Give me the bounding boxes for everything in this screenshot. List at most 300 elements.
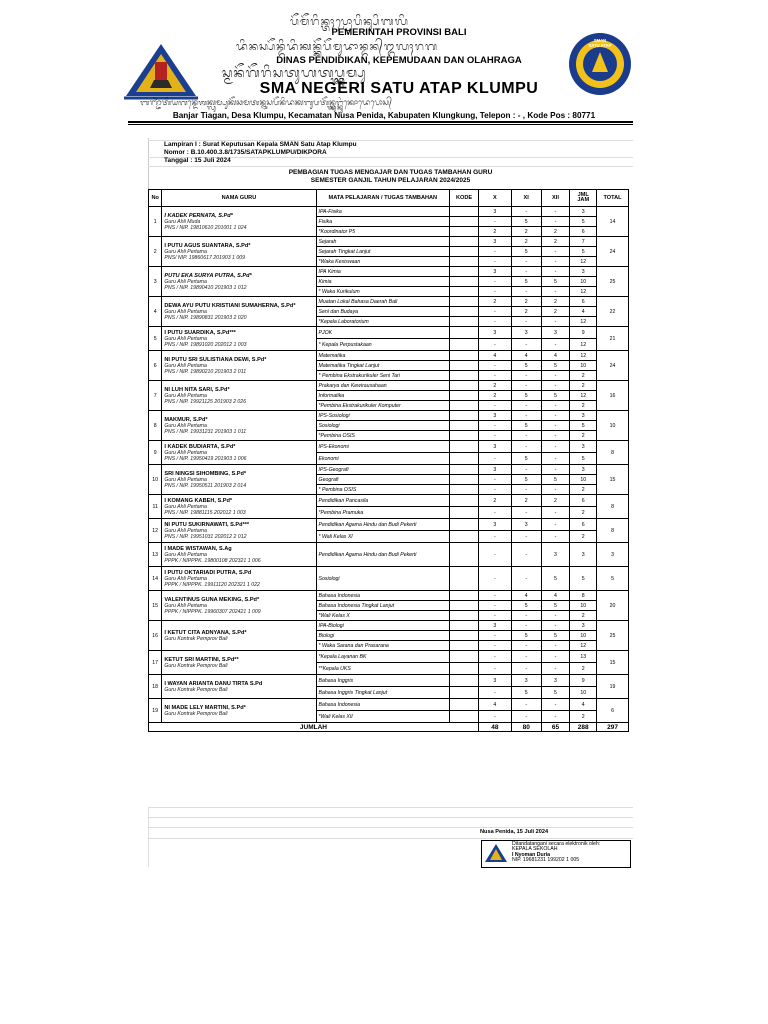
kode (450, 507, 479, 519)
col-total: TOTAL (597, 190, 629, 207)
hours-xi: - (511, 267, 541, 277)
document-title: PEMBAGIAN TUGAS MENGAJAR DAN TUGAS TAMBAHAN GURU (288, 169, 493, 176)
teacher-rank: Guru Ahli Pertama (164, 422, 207, 429)
table-row (149, 465, 629, 475)
kode (450, 495, 479, 507)
grid-line (148, 166, 633, 167)
hours-x: - (478, 641, 511, 651)
hours-xi: - (511, 621, 541, 631)
hours-xi: 2 (511, 297, 541, 307)
teacher-name: DEWA AYU PUTU KRISTIANI SUMAHERNA, S.Pd* (164, 302, 296, 309)
total-xii: 65 (541, 723, 570, 732)
kode (450, 237, 479, 247)
hours-jml: 6 (570, 227, 597, 237)
signature-line-1: Ditandatangani secara elektronik oleh: (512, 841, 601, 847)
letterhead-rule (128, 121, 633, 123)
hours-xii: - (541, 431, 570, 441)
teacher-name: NI MADE LELY MARTINI, S.Pd* (164, 704, 246, 711)
kode (450, 675, 479, 687)
hours-x: 3 (478, 675, 511, 687)
hours-xi: 5 (511, 361, 541, 371)
teacher-no: 2 (149, 237, 162, 267)
hours-xi: - (511, 663, 541, 675)
hours-xii: - (541, 531, 570, 543)
table-row (149, 237, 629, 247)
school-logo (568, 32, 632, 96)
teacher-nip: PPPK / NIPPPK. 19911120 202321 1 022 (164, 581, 260, 588)
hours-x: - (478, 601, 511, 611)
subject: Pendidikan Agama Hindu dan Budi Pekerti (316, 543, 450, 567)
teacher-cell (162, 441, 316, 465)
teacher-nip: PNS / NIP. 19890210 201903 2 011 (164, 368, 247, 375)
balinese-script-line-3: ᬲ᭄ᬫᬦᭂᬕᭂᬭᬶᬲᬢᬸᬳᬢᬧ᭄ᬓ᭄ᬮᬸᬫ᭄ᬧᬸ (222, 66, 367, 81)
hours-jml: 10 (570, 361, 597, 371)
kode (450, 465, 479, 475)
hours-xi: 5 (511, 217, 541, 227)
teacher-total: 16 (597, 381, 629, 411)
subject: Geografi (316, 475, 450, 485)
teacher-cell (162, 567, 316, 591)
kode (450, 699, 479, 711)
hours-x: - (478, 453, 511, 465)
subject: Bahasa Inggris (316, 675, 450, 687)
subject: PJOK (316, 327, 450, 339)
subject: *Wali Kelas X (316, 611, 450, 621)
hours-xi: - (511, 431, 541, 441)
hours-x: - (478, 687, 511, 699)
hours-x: - (478, 543, 511, 567)
hours-xi: 5 (511, 475, 541, 485)
signature-date: Nusa Penida, 15 Juli 2024 (480, 829, 549, 835)
hours-xi: - (511, 485, 541, 495)
subject: *Kepala Laboratorium (316, 317, 450, 327)
hours-xii: - (541, 711, 570, 723)
subject: * Waka Sarana dan Prasarana (316, 641, 450, 651)
hours-xii: 2 (541, 297, 570, 307)
teacher-no: 7 (149, 381, 162, 411)
subject: Biologi (316, 631, 450, 641)
hours-xii: - (541, 421, 570, 431)
hours-xi: - (511, 543, 541, 567)
kode (450, 297, 479, 307)
teacher-no: 8 (149, 411, 162, 441)
kode (450, 567, 479, 591)
teacher-nip: PPPK / NIPPPK. 19960307 202421 1 009 (164, 608, 261, 615)
hours-xii: 5 (541, 567, 570, 591)
hours-x: - (478, 317, 511, 327)
kode (450, 391, 479, 401)
hours-jml: 7 (570, 237, 597, 247)
hours-x: 3 (478, 327, 511, 339)
kode (450, 519, 479, 531)
hours-jml: 2 (570, 485, 597, 495)
hours-xii: 5 (541, 631, 570, 641)
kode (450, 381, 479, 391)
teacher-total: 21 (597, 327, 629, 351)
hours-xi: - (511, 317, 541, 327)
kode (450, 711, 479, 723)
subject: *Pembina OSIS (316, 431, 450, 441)
hours-jml: 9 (570, 675, 597, 687)
hours-xi: 5 (511, 687, 541, 699)
teacher-total: 20 (597, 591, 629, 621)
grid-line (148, 807, 633, 808)
hours-xi: 5 (511, 247, 541, 257)
kode (450, 327, 479, 339)
teacher-total: 15 (597, 651, 629, 675)
teacher-cell (162, 267, 316, 297)
hours-xii: - (541, 641, 570, 651)
table-body (149, 207, 629, 723)
subject: * Pembina OSIS (316, 485, 450, 495)
hours-x: - (478, 371, 511, 381)
teacher-name: NI LUH NITA SARI, S.Pd* (164, 386, 230, 393)
col-kode: KODE (450, 190, 479, 207)
total-x: 48 (478, 723, 511, 732)
teacher-cell (162, 651, 316, 675)
table-row (149, 543, 629, 567)
hours-jml: 5 (570, 453, 597, 465)
teacher-no: 16 (149, 621, 162, 651)
table-row (149, 297, 629, 307)
letterhead-line-2: DINAS PENDIDIKAN, KEPEMUDAAN DAN OLAHRAGA (276, 55, 522, 66)
teacher-rank: Guru Ahli Pertama (164, 278, 207, 285)
hours-xii: 2 (541, 227, 570, 237)
kode (450, 421, 479, 431)
hours-x: - (478, 247, 511, 257)
hours-xii: - (541, 453, 570, 465)
grid-line (148, 817, 633, 818)
total-row (149, 723, 629, 732)
kode (450, 431, 479, 441)
teacher-no: 19 (149, 699, 162, 723)
table-row (149, 675, 629, 687)
subject: *Pembina Ekstrakurikuler Komputer (316, 401, 450, 411)
balinese-script-line-2: ᬤᬶᬦᬲ᭄ᬧᭂᬦ᭄ᬤᬶᬤᬶᬓᬦ᭄ᬓᭂᬧᭂᬫᬸᬤᬵᬦ᭄ᬤᬦ᭄ᬑᬮᬄᬭᬕ (236, 40, 438, 53)
kode (450, 217, 479, 227)
teacher-cell (162, 495, 316, 519)
hours-xi: - (511, 257, 541, 267)
hours-x: - (478, 257, 511, 267)
subject: * Wali Kelas XI (316, 531, 450, 543)
teacher-name: I MADE WISTAWAN, S.Ag (164, 545, 232, 552)
hours-xi: - (511, 465, 541, 475)
subject: Sosiologi (316, 567, 450, 591)
hours-xi: - (511, 641, 541, 651)
hours-jml: 13 (570, 651, 597, 663)
hours-jml: 2 (570, 507, 597, 519)
hours-x: 3 (478, 411, 511, 421)
hours-xi: 3 (511, 327, 541, 339)
subject: Kimia (316, 277, 450, 287)
subject: IPA-Fisika (316, 207, 450, 217)
hours-x: - (478, 631, 511, 641)
teacher-no: 10 (149, 465, 162, 495)
hours-x: - (478, 567, 511, 591)
teacher-name: I WAYAN ARIANTA DANU TIRTA S.Pd (164, 680, 263, 687)
hours-xi: - (511, 531, 541, 543)
letterhead-rule-thin (128, 124, 633, 125)
table-row (149, 351, 629, 361)
kode (450, 621, 479, 631)
total-total: 297 (597, 723, 629, 732)
subject: IPS-Geografi (316, 465, 450, 475)
hours-x: 3 (478, 267, 511, 277)
subject: *Waka Kesiswaan (316, 257, 450, 267)
teacher-rank: Guru Kontrak Pemprov Bali (164, 662, 228, 669)
kode (450, 641, 479, 651)
hours-xii: 3 (541, 543, 570, 567)
teacher-cell (162, 621, 316, 651)
teacher-name: I PUTU SUARDIKA, S.Pd*** (164, 329, 236, 336)
teacher-total: 15 (597, 465, 629, 495)
teacher-no: 3 (149, 267, 162, 297)
hours-jml: 10 (570, 601, 597, 611)
teacher-name: I KADEK PERNATA, S.Pd* (164, 212, 233, 219)
kode (450, 631, 479, 641)
hours-x: - (478, 651, 511, 663)
hours-x: - (478, 663, 511, 675)
subject: IPA-Biologi (316, 621, 450, 631)
teacher-nip: PNS / NIP. 19810610 201001 1 024 (164, 224, 247, 231)
subject: *Kepala Layanan BK (316, 651, 450, 663)
table-row (149, 411, 629, 421)
subject: *Wali Kelas XII (316, 711, 450, 723)
hours-xii: - (541, 411, 570, 421)
hours-jml: 2 (570, 711, 597, 723)
teacher-total: 3 (597, 543, 629, 567)
teacher-total: 24 (597, 237, 629, 267)
teacher-nip: PNS / NIP. 19931231 201903 1 011 (164, 428, 247, 435)
hours-x: 2 (478, 495, 511, 507)
hours-xii: 5 (541, 277, 570, 287)
table-header-row (149, 190, 629, 207)
col-nama-guru: NAMA GURU (162, 190, 316, 207)
table-row (149, 591, 629, 601)
teacher-total: 6 (597, 699, 629, 723)
hours-x: - (478, 277, 511, 287)
subject: * Waka Kurikulum (316, 287, 450, 297)
hours-jml: 6 (570, 297, 597, 307)
hours-xii: - (541, 247, 570, 257)
hours-xi: 5 (511, 391, 541, 401)
hours-x: - (478, 485, 511, 495)
teacher-name: I KOMANG KABEH, S.Pd* (164, 497, 233, 504)
hours-jml: 3 (570, 441, 597, 453)
hours-jml: 10 (570, 475, 597, 485)
hours-xii: - (541, 651, 570, 663)
hours-jml: 12 (570, 287, 597, 297)
hours-x: - (478, 507, 511, 519)
teacher-nip: PNS / NIP. 19951031 202012 2 012 (164, 533, 247, 540)
subject: *Koordinator P5 (316, 227, 450, 237)
hours-jml: 2 (570, 531, 597, 543)
hours-xii: - (541, 465, 570, 475)
balinese-script-line-1: ᬧᭂᬫᭂᬭᬶᬦ᭄ᬢᬄᬧ᭄ᬭᭀᬧᬶᬦ᭄ᬲᬶᬩᬮᬶ (290, 15, 410, 28)
teacher-no: 11 (149, 495, 162, 519)
kode (450, 611, 479, 621)
hours-jml: 5 (570, 421, 597, 431)
hours-xi: 3 (511, 519, 541, 531)
teacher-name: I PUTU AGUS SUANTARA, S.Pd* (164, 242, 251, 249)
teacher-cell (162, 675, 316, 699)
hours-x: 3 (478, 519, 511, 531)
hours-jml: 5 (570, 217, 597, 227)
logo-text-2: SATU ATAP (588, 43, 612, 48)
teacher-rank: Guru Ahli Pertama (164, 392, 207, 399)
kode (450, 227, 479, 237)
subject: Pendidikan Pancasila (316, 495, 450, 507)
hours-xi: - (511, 411, 541, 421)
hours-xii: - (541, 339, 570, 351)
hours-xi: 4 (511, 591, 541, 601)
table-row (149, 207, 629, 217)
kode (450, 339, 479, 351)
hours-xi: - (511, 611, 541, 621)
hours-x: - (478, 591, 511, 601)
teacher-rank: Guru Ahli Pertama (164, 575, 207, 582)
teacher-nip: PNS / NIP. 19881115 202012 1 003 (164, 509, 246, 516)
subject: * Kepala Perpustakaan (316, 339, 450, 351)
teacher-name: VALENTINUS GUNA MEKING, S.Pd* (164, 596, 260, 603)
hours-jml: 4 (570, 307, 597, 317)
hours-xi: 3 (511, 675, 541, 687)
hours-xii: 3 (541, 327, 570, 339)
teacher-nip: PNS / NIP. 19890410 201903 1 012 (164, 284, 247, 291)
table-row (149, 651, 629, 663)
hours-jml: 2 (570, 663, 597, 675)
teacher-cell (162, 207, 316, 237)
hours-jml: 8 (570, 591, 597, 601)
kode (450, 663, 479, 675)
hours-jml: 9 (570, 327, 597, 339)
teacher-name: I KADEK BUDIARTA, S.Pd* (164, 443, 236, 450)
hours-x: - (478, 401, 511, 411)
document-subtitle: SEMESTER GANJIL TAHUN PELAJARAN 2024/2025 (310, 177, 471, 184)
hours-x: - (478, 531, 511, 543)
nomor-text: Nomor : B.10.400.3.8/1735/SATAPKLUMPU/DIKPORA (164, 149, 327, 156)
teacher-nip: PNS / NIP. 19891020 202012 1 003 (164, 341, 247, 348)
kode (450, 317, 479, 327)
teacher-nip: PNS / NIP. 19921125 201903 2 026 (164, 398, 247, 405)
teacher-name: I PUTU OKTARIADI PUTRA, S.Pd (164, 569, 252, 576)
col-no: No (149, 190, 162, 207)
hours-xi: - (511, 711, 541, 723)
teacher-rank: Guru Ahli Pertama (164, 476, 207, 483)
total-xi: 80 (511, 723, 541, 732)
kode (450, 371, 479, 381)
hours-xii: - (541, 663, 570, 675)
hours-jml: 2 (570, 611, 597, 621)
hours-x: 3 (478, 621, 511, 631)
letterhead-line-1: PEMERINTAH PROVINSI BALI (331, 27, 467, 38)
teacher-rank: Guru Ahli Pertama (164, 449, 207, 456)
teacher-name: NI PUTU SRI SULISTIANA DEWI, S.Pd* (164, 356, 267, 363)
teacher-cell (162, 543, 316, 567)
hours-jml: 12 (570, 339, 597, 351)
teacher-rank: Guru Kontrak Pemprov Bali (164, 710, 228, 717)
hours-xi: - (511, 339, 541, 351)
teacher-total: 8 (597, 495, 629, 519)
teacher-total: 24 (597, 351, 629, 381)
teacher-cell (162, 699, 316, 723)
teacher-no: 5 (149, 327, 162, 351)
hours-xii: - (541, 621, 570, 631)
hours-xii: - (541, 217, 570, 227)
hours-xi: 5 (511, 277, 541, 287)
hours-xii: - (541, 401, 570, 411)
teacher-rank: Guru Ahli Pertama (164, 503, 207, 510)
teacher-name: KETUT SRI MARTINI, S.Pd** (164, 656, 239, 663)
table-row (149, 567, 629, 591)
teacher-name: MAKMUR, S.Pd* (164, 416, 208, 423)
subject: Sejarah (316, 237, 450, 247)
hours-xii: 4 (541, 351, 570, 361)
subject: Seni dan Budaya (316, 307, 450, 317)
table-row (149, 621, 629, 631)
hours-xi: 2 (511, 495, 541, 507)
hours-xii: - (541, 699, 570, 711)
kode (450, 651, 479, 663)
hours-xi: - (511, 567, 541, 591)
teacher-rank: Guru Ahli Pertama (164, 362, 207, 369)
teacher-cell (162, 591, 316, 621)
hours-xii: - (541, 507, 570, 519)
table-row (149, 699, 629, 711)
total-label: JUMLAH (149, 723, 479, 732)
teacher-cell (162, 465, 316, 495)
hours-xii: 3 (541, 675, 570, 687)
kode (450, 287, 479, 297)
subject: Sosiologi (316, 421, 450, 431)
teacher-name: SRI NINGSI SIHOMBING, S.Pd* (164, 470, 247, 477)
kode (450, 591, 479, 601)
teacher-total: 19 (597, 675, 629, 699)
hours-jml: 12 (570, 391, 597, 401)
teacher-no: 1 (149, 207, 162, 237)
kode (450, 543, 479, 567)
hours-jml: 3 (570, 543, 597, 567)
subject: IPS-Ekonomi (316, 441, 450, 453)
hours-xii: 4 (541, 591, 570, 601)
hours-xii: 5 (541, 475, 570, 485)
hours-jml: 3 (570, 207, 597, 217)
table-row (149, 495, 629, 507)
hours-xi: - (511, 507, 541, 519)
hours-x: - (478, 611, 511, 621)
logo-text-1: SMAN (593, 38, 607, 43)
teacher-cell (162, 237, 316, 267)
hours-xii: 5 (541, 601, 570, 611)
hours-xii: 2 (541, 237, 570, 247)
hours-xii: - (541, 267, 570, 277)
hours-x: - (478, 339, 511, 351)
hours-jml: 2 (570, 401, 597, 411)
kode (450, 453, 479, 465)
signature-emblem-icon (484, 843, 508, 863)
hours-x: 3 (478, 441, 511, 453)
teacher-total: 10 (597, 411, 629, 441)
subject: IPA Kimia (316, 267, 450, 277)
teacher-rank: Guru Kontrak Pemprov Bali (164, 635, 228, 642)
hours-jml: 3 (570, 621, 597, 631)
hours-x: 2 (478, 381, 511, 391)
hours-xii: - (541, 317, 570, 327)
teacher-total: 25 (597, 621, 629, 651)
hours-xi: 4 (511, 351, 541, 361)
hours-jml: 3 (570, 267, 597, 277)
hours-xi: 5 (511, 631, 541, 641)
